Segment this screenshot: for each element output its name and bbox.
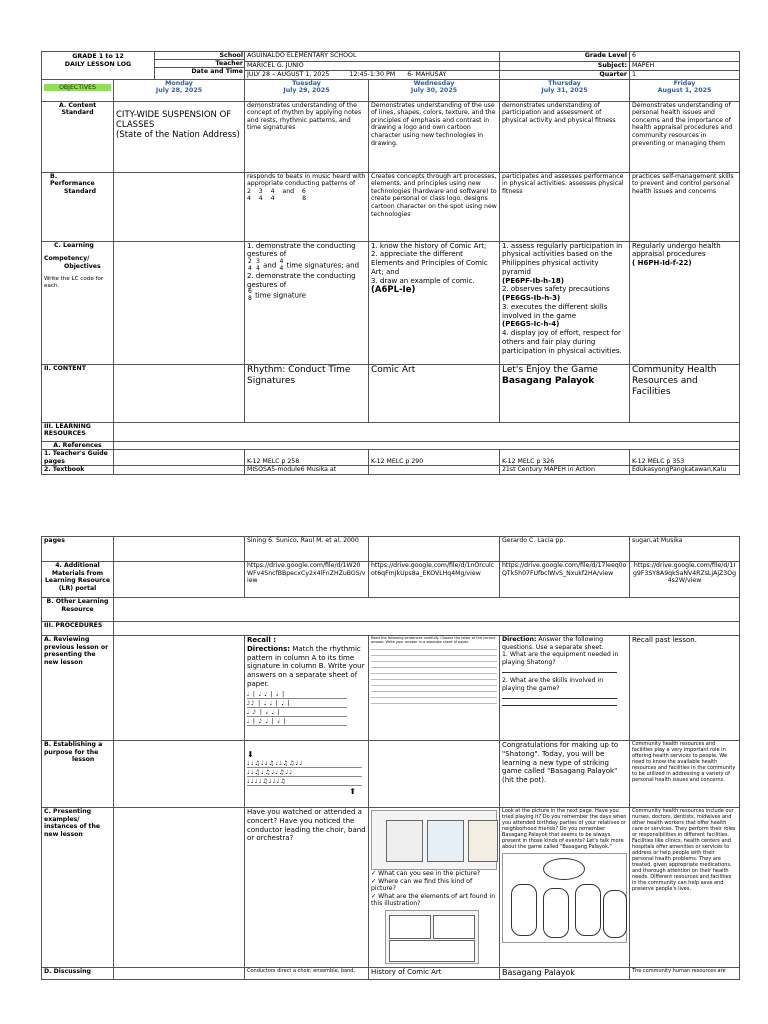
- content-standard-friday: Demonstrates understanding of personal health issues and concerns and the importance of health appraisal procedures and community resources in preventing or managing them: [630, 101, 740, 172]
- pages-friday: sugan,at Musika: [630, 537, 740, 562]
- content-friday: Community Health Resources and Facilities: [630, 364, 740, 422]
- content-thursday: Let's Enjoy the Game Basagang Palayok: [500, 364, 630, 422]
- pages-label: pages: [42, 537, 114, 562]
- tg-friday: K-12 MELC p 353: [630, 450, 740, 466]
- lesson-log-page-2: [41, 536, 739, 980]
- other-label: B. Other Learning Resource: [42, 598, 114, 622]
- content-standard-label: A. Content Standard: [42, 101, 114, 172]
- day-thursday: Thursday July 31, 2025: [500, 79, 630, 101]
- row-performance-standard: [42, 172, 740, 241]
- additional-thursday-link[interactable]: https://drive.google.com/file/d/17leeq0oQTk5h07FUfbclWvS_Nxukf2HA/view: [500, 562, 630, 598]
- discussing-thursday: Basagang Palayok: [500, 968, 630, 980]
- establishing-label: B. Establishing a purpose for the lesson: [42, 741, 114, 808]
- textbook-friday: EdukasyongPangkatawan,Kalu: [630, 466, 740, 475]
- row-references: [42, 441, 740, 450]
- textbook-tuesday: MISOSA5-module6 Musika at: [245, 466, 369, 475]
- row-procedures: [42, 622, 740, 636]
- day-monday: Monday July 28, 2025: [114, 79, 245, 101]
- fraction-6-8: 6 8: [248, 288, 252, 302]
- discussing-wednesday: History of Comic Art: [369, 968, 500, 980]
- school-value: AGUINALDO ELEMENTARY SCHOOL: [245, 52, 500, 62]
- row-learning-resources: [42, 422, 740, 441]
- rhythm-pattern-figure: 𝅘𝅥 | 𝅘𝅥 𝅘𝅥 | 𝅗𝅥 | 𝅘𝅥𝅮𝅘𝅥𝅮 | 𝅘𝅥 𝅘𝅥 | 𝅘𝅥 | 𝅘𝅥 𝅘𝅥𝅮 | 𝅗𝅥 𝅘𝅥 | 𝅘𝅥 | 𝅘𝅥𝅮 𝅘𝅥 | 𝅗𝅥 |: [247, 692, 347, 726]
- fraction-3-4: 3 4: [256, 258, 260, 272]
- content-tuesday: Rhythm: Conduct Time Signatures: [245, 364, 369, 422]
- additional-friday-link[interactable]: https://drive.google.com/file/d/1Ig9F3SY8A9qkSaNV4RZsLjAjZ3Og4s2W/view: [630, 562, 740, 598]
- additional-label: 4. Additional Materials from Learning Resource (LR) portal: [42, 562, 114, 598]
- content-wednesday: Comic Art: [369, 364, 500, 422]
- reviewing-tuesday: Recall : Directions: Match the rhythmic pattern in column A to its time signature in column B. Write your answers on a separate sheet of paper. 𝅘𝅥 | 𝅘𝅥 𝅘𝅥 | 𝅗𝅥 | 𝅘𝅥𝅮𝅘𝅥𝅮 | 𝅘𝅥 𝅘𝅥 | 𝅘𝅥 | 𝅘𝅥 𝅘𝅥𝅮 | 𝅗𝅥 𝅘𝅥 | 𝅘𝅥 | 𝅘𝅥𝅮 𝅘𝅥 | 𝅗𝅥 |: [245, 636, 369, 741]
- performance-standard-label: B. Performance Standard: [42, 172, 114, 241]
- textbook-label: 2. Textbook: [42, 466, 114, 475]
- datetime-value: JULY 28 – AUGUST 1, 2025 12:45-1:30 PM 6- MAHUSAY: [245, 70, 500, 79]
- reviewing-wednesday: Read the following sentences carefully. Choose the letter of the correct answer. Write your answer in a separate sheet of paper.: [369, 636, 500, 741]
- performance-standard-tuesday: responds to beats in music heard with appropriate conducting patterns of 2 3 4 and 6 4 4 4 8: [245, 172, 369, 241]
- establishing-friday: Community health resources and facilities play a very important role in offering health services to people. We need to know the available health resources and facilities in the community to be utilized in addressing a variety of personal health issues and concerns.: [630, 741, 740, 808]
- grade-level-label: Grade Level: [500, 52, 630, 62]
- row-discussing: [42, 968, 740, 980]
- day-wednesday: Wednesday July 30, 2025: [369, 79, 500, 101]
- teachers-guide-label: 1. Teacher's Guide pages: [42, 450, 114, 466]
- discussing-friday: The community human resources are: [630, 968, 740, 980]
- reviewing-thursday: Direction: Answer the following questions. Use a separate sheet. 1. What are the equipment needed in playing Shatong? 2. What are the skills involved in playing the game?: [500, 636, 630, 741]
- subject-label: Subject:: [500, 62, 630, 71]
- grade-label: GRADE 1 to 12: [72, 53, 124, 60]
- row-learning-competency: [42, 241, 740, 364]
- log-label: DAILY LESSON LOG: [64, 60, 132, 68]
- discussing-tuesday: Conductors direct a choir, ensemble, band,: [245, 968, 369, 980]
- presenting-friday: Community health resources include our nurses, doctors, dentists, midwives and other health workers that offer health care or services. They perform their roles or responsibilities in different facilities. Facilities like clinics, health centers and hospitals offer amenities or services to address or help people with their personal health problems. They are treated, given appropriate medications, and thorough attention on their health needs. Different resources and facilities in the community can help save and preserve people's lives.: [630, 808, 740, 968]
- pages-thursday: Gerardo C. Lacia pp.: [500, 537, 630, 562]
- pages-tuesday: Sining 6. Sunico, Raul M. et al, 2000: [245, 537, 369, 562]
- textbook-thursday: 21st Century MAPEH in Action: [500, 466, 630, 475]
- day-tuesday: Tuesday July 29, 2025: [245, 79, 369, 101]
- tg-tuesday: K-12 MELC p 258: [245, 450, 369, 466]
- quiz-lines-figure: [371, 644, 497, 704]
- datetime-label: Date and Time: [191, 68, 243, 75]
- performance-standard-wednesday: Creates concepts through art processes, elements, and principles using new technologies (hardware and software) to create personal or class logo. designs cartoon character on the spot using new technologies: [369, 172, 500, 241]
- quarter-value: 1: [630, 70, 740, 79]
- row-reviewing: [42, 636, 740, 741]
- establishing-thursday: Congratulations for making up to "Shatong". Today, you will be learning a new type of striking game called "Basagang Palayok" (hit the pot).: [500, 741, 630, 808]
- comic-strip-image: [385, 910, 479, 964]
- discussing-label: D. Discussing: [42, 968, 114, 980]
- content-standard-wednesday: Demonstrates understanding of the use of lines, shapes, colors, texture, and the principles of emphasis and contrast in drawing a logo and own cartoon character using new technologies in drawing.: [369, 101, 500, 172]
- row-presenting: [42, 808, 740, 968]
- conducting-pattern-figure: ⬇ ♩♩♫♩♩♫♩♩♫♫♩♩ ♩♩♫♩♫♩♩♫♩♩ ♩♩♩♩♫♩♩♩♫ ⬆: [247, 751, 366, 796]
- presenting-thursday: Look at the picture in the next page. Have you tried playing it? Do you remember the days when you attended birthday parties of your relatives or neighborhood friends? Do you remember Basagang Palayok that seems to be always present in those kinds of events? Let's talk more about the game called "Basagang Palayok.": [500, 808, 630, 968]
- references-label: A. References: [42, 441, 114, 450]
- content-standard-thursday: demonstrates understanding of participation and assessment of physical activity and physical fitness: [500, 101, 630, 172]
- comic-illustration-image: [371, 810, 497, 870]
- row-other: [42, 598, 740, 622]
- row-additional: [42, 562, 740, 598]
- grade-log-title: [42, 52, 245, 80]
- reviewing-friday: Recall past lesson.: [630, 636, 740, 741]
- teacher-value: MARICEL G. JUNIO: [245, 62, 500, 71]
- performance-standard-thursday: participates and assesses performance in physical activities. assesses physical fitness: [500, 172, 630, 241]
- learning-competency-thursday: 1. assess regularly participation in physical activities based on the Philippines physical activity pyramid (PE6PF-Ib-h-18) 2. observes safety precautions (PE6GS-Ib-h-3) 3. executes the different skills involved in the game (PE6GS-Ic-h-4) 4. display joy of effort, respect for others and fair play during participation in physical activities.: [500, 241, 630, 364]
- presenting-wednesday: ✓ What can you see in the picture? ✓ Where can we find this kind of picture? ✓ What are the elements of art found in this illustration?: [369, 808, 500, 968]
- basagang-palayok-image: [502, 853, 627, 943]
- learning-resources-label: III. LEARNING RESOURCES: [42, 422, 114, 441]
- day-friday: Friday August 1, 2025: [630, 79, 740, 101]
- presenting-tuesday: Have you watched or attended a concert? Have you noticed the conductor leading the choir, band or orchestra?: [245, 808, 369, 968]
- lesson-log-page-1: [41, 51, 739, 475]
- tg-thursday: K-12 MELC p 326: [500, 450, 630, 466]
- fraction-4-4: 4 4: [279, 258, 284, 272]
- additional-wednesday-link[interactable]: https://drive.google.com/file/d/1nOrculcot6qFmJkUps8a_EKOVLHq4Mg/view: [369, 562, 500, 598]
- learning-competency-label: C. Learning Competency/ Objectives Write the LC code for each.: [42, 241, 114, 364]
- presenting-label: C. Presenting examples/ instances of the new lesson: [42, 808, 114, 968]
- row-textbook: [42, 466, 740, 475]
- row-establishing: [42, 741, 740, 808]
- learning-competency-friday: Regularly undergo health appraisal procedures ( H6PH-Id-f-22): [630, 241, 740, 364]
- row-content-standard: [42, 101, 740, 172]
- establishing-tuesday: [245, 741, 369, 808]
- additional-tuesday-link[interactable]: https://drive.google.com/file/d/1W20WFv4SncfBBpecxCy2x4lFnZHZuBGS/view: [245, 562, 369, 598]
- row-pages: [42, 537, 740, 562]
- fraction-2-4: 2 4: [248, 258, 252, 272]
- reviewing-label: A. Reviewing previous lesson or presenting the new lesson: [42, 636, 114, 741]
- procedures-label: III. PROCEDURES: [42, 622, 114, 636]
- row-content: [42, 364, 740, 422]
- quarter-label: Quarter: [500, 70, 630, 79]
- learning-competency-wednesday: 1. know the history of Comic Art; 2. appreciate the different Elements and Principles of Comic Art; and 3. draw an example of comic. (A6PL-Ie): [369, 241, 500, 364]
- row-teachers-guide: [42, 450, 740, 466]
- grade-level-value: 6: [630, 52, 740, 62]
- learning-competency-tuesday: 1. demonstrate the conducting gestures of 2 4 3 4 and 4 4 time signatures; and 2. demonstrate the conducting gestures of 6 8 time signature: [245, 241, 369, 364]
- school-label: School: [155, 52, 245, 60]
- teacher-label: Teacher: [155, 60, 245, 68]
- objectives-label: OBJECTIVES: [44, 84, 111, 92]
- content-label: II. CONTENT: [42, 364, 114, 422]
- content-standard-tuesday: demonstrates understanding of the concept of rhythm by applying notes and rests, rhythmic patterns, and time signatures: [245, 101, 369, 172]
- monday-suspension: CITY-WIDE SUSPENSION OF CLASSES (State of the Nation Address): [114, 101, 245, 172]
- tg-wednesday: K-12 MELC p 290: [369, 450, 500, 466]
- performance-standard-friday: practices self-management skills to prevent and control personal health issues and concerns: [630, 172, 740, 241]
- subject-value: MAPEH: [630, 62, 740, 71]
